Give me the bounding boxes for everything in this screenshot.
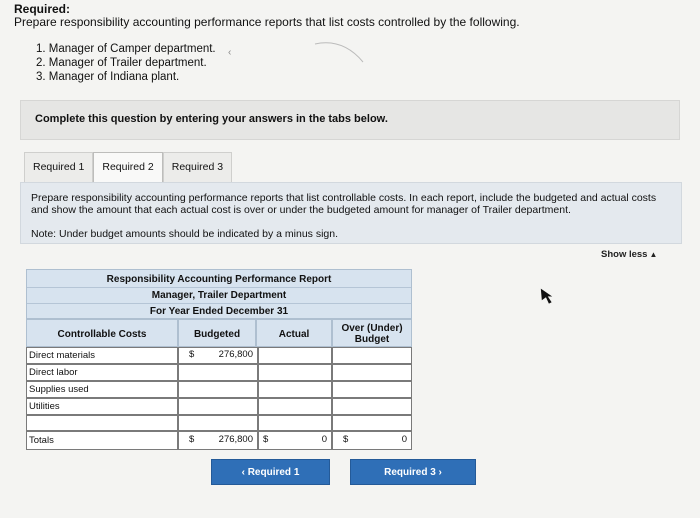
required-list bbox=[36, 42, 216, 84]
required-subtitle: Prepare responsibility accounting performance reports that list costs controlled by the following. bbox=[14, 15, 520, 29]
tab-bar bbox=[24, 152, 232, 182]
budgeted-input[interactable] bbox=[178, 364, 258, 381]
stray-mark-icon: ‹ bbox=[228, 47, 232, 58]
tab-required-1[interactable]: Required 1 bbox=[24, 152, 93, 182]
over-under-input[interactable] bbox=[332, 364, 412, 381]
budgeted-input[interactable]: $ 276,800 bbox=[178, 347, 258, 364]
instructions-text: Prepare responsibility accounting performance reports that list controllable costs. In each report, include the budgeted and actual costs and show the amount that each actual cost is over or under the budgeted amount for manager of Trailer department. bbox=[31, 192, 657, 216]
show-less-label: Show less bbox=[601, 249, 648, 260]
required-item: 1. Manager of Camper department. bbox=[36, 43, 216, 55]
actual-input[interactable] bbox=[258, 364, 332, 381]
mouse-cursor-icon bbox=[539, 285, 553, 305]
report-header bbox=[26, 269, 412, 319]
next-required-3-button[interactable]: Required 3 › bbox=[350, 459, 476, 485]
tab-required-3[interactable]: Required 3 bbox=[163, 152, 232, 182]
column-header-actual: Actual bbox=[256, 319, 332, 347]
triangle-up-icon: ▲ bbox=[649, 250, 658, 259]
complete-prompt: Complete this question by entering your answers in the tabs below. bbox=[35, 113, 388, 125]
report-subtitle: Manager, Trailer Department bbox=[151, 290, 287, 301]
actual-input[interactable] bbox=[258, 398, 332, 415]
totals-label: Totals bbox=[26, 431, 178, 450]
instructions-note: Note: Under budget amounts should be indicated by a minus sign. bbox=[31, 228, 339, 240]
cost-label-input[interactable]: Utilities bbox=[26, 398, 178, 415]
required-heading: Required: bbox=[14, 2, 71, 16]
actual-input[interactable] bbox=[258, 347, 332, 364]
over-under-input[interactable] bbox=[332, 381, 412, 398]
cost-label-input[interactable]: Direct labor bbox=[26, 364, 178, 381]
over-under-input[interactable] bbox=[332, 347, 412, 364]
column-header-cost: Controllable Costs bbox=[26, 319, 178, 347]
actual-input[interactable] bbox=[258, 381, 332, 398]
over-under-input[interactable] bbox=[332, 398, 412, 415]
totals-budgeted: $ 276,800 bbox=[178, 431, 258, 450]
report-period: For Year Ended December 31 bbox=[149, 306, 289, 317]
cost-label-input[interactable]: Direct materials bbox=[26, 347, 178, 364]
column-header-over-under: Over (Under) Budget bbox=[332, 319, 412, 347]
column-header-budgeted: Budgeted bbox=[178, 319, 256, 347]
report-title: Responsibility Accounting Performance Report bbox=[106, 274, 332, 285]
previous-required-1-button[interactable]: ‹ Required 1 bbox=[211, 459, 330, 485]
blank-row-cell bbox=[26, 415, 178, 431]
tab-required-2[interactable]: Required 2 bbox=[93, 152, 162, 182]
cost-label-input[interactable]: Supplies used bbox=[26, 381, 178, 398]
totals-actual: $ 0 bbox=[258, 431, 332, 450]
scribble-icon bbox=[313, 38, 365, 64]
totals-over-under: $ 0 bbox=[332, 431, 412, 450]
required-item: 3. Manager of Indiana plant. bbox=[36, 71, 180, 83]
required-item: 2. Manager of Trailer department. bbox=[36, 57, 207, 69]
budgeted-input[interactable] bbox=[178, 398, 258, 415]
instructions-box bbox=[20, 182, 682, 244]
budgeted-input[interactable] bbox=[178, 381, 258, 398]
blank-row-cell bbox=[258, 415, 332, 431]
show-less-link[interactable] bbox=[601, 249, 657, 260]
blank-row-cell bbox=[178, 415, 258, 431]
blank-row-cell bbox=[332, 415, 412, 431]
complete-prompt-box bbox=[20, 100, 680, 140]
